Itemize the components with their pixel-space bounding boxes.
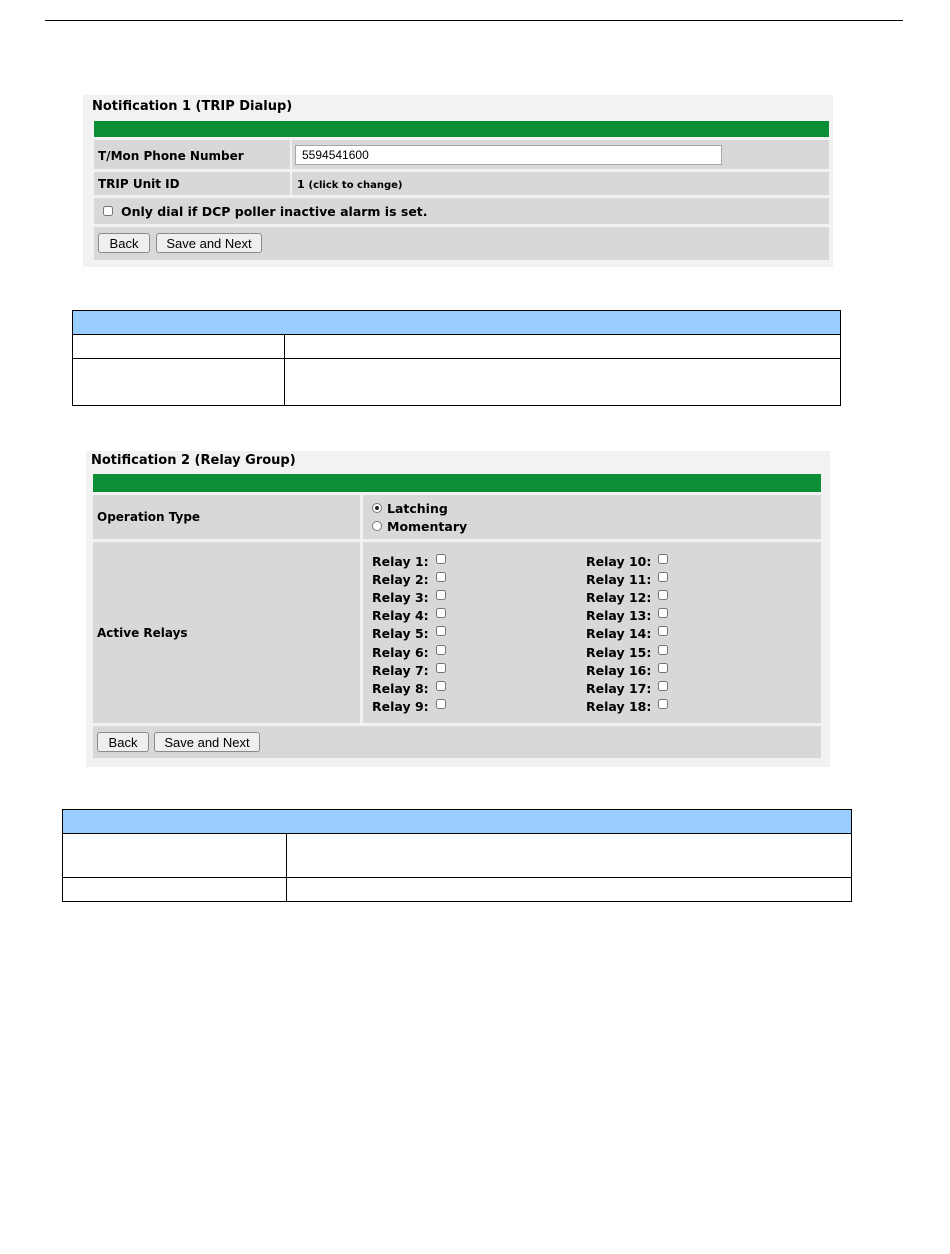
relay-2-checkbox[interactable] [436, 572, 446, 582]
save-and-next-button-2[interactable]: Save and Next [154, 732, 260, 752]
empty-table-2-row-divider [63, 877, 851, 878]
relay-3-checkbox[interactable] [436, 590, 446, 600]
operation-type-label: Operation Type [97, 510, 201, 524]
empty-table-2 [62, 809, 852, 902]
phone-row [94, 140, 829, 169]
active-relays-label: Active Relays [97, 626, 188, 640]
relay-18-checkbox[interactable] [658, 699, 668, 709]
relay-17-label: Relay 17: [586, 681, 652, 696]
relay-16-label: Relay 16: [586, 663, 652, 678]
relay-11-label: Relay 11: [586, 572, 652, 587]
notification2-title: Notification 2 (Relay Group) [91, 453, 296, 468]
save-and-next-button[interactable]: Save and Next [156, 233, 262, 253]
notification2-panel [86, 451, 830, 767]
relay-4-label: Relay 4: [372, 608, 429, 623]
trip-unit-hint[interactable]: (click to change) [308, 180, 403, 191]
relay-1-label: Relay 1: [372, 554, 429, 569]
relay-10-checkbox[interactable] [658, 554, 668, 564]
empty-table-1 [72, 310, 841, 406]
notification1-panel [83, 95, 833, 267]
relay-16-checkbox[interactable] [658, 663, 668, 673]
only-dial-row [94, 198, 829, 224]
trip-unit-value[interactable] [297, 178, 402, 191]
page-header-rule [45, 20, 903, 21]
relay-15-label: Relay 15: [586, 645, 652, 660]
relay-5-label: Relay 5: [372, 626, 429, 641]
latching-label: Latching [387, 501, 448, 516]
only-dial-checkbox[interactable] [103, 206, 113, 216]
back-button[interactable]: Back [98, 233, 150, 253]
relay-11-checkbox[interactable] [658, 572, 668, 582]
relay-2-label: Relay 2: [372, 572, 429, 587]
operation-divider [360, 495, 363, 539]
relay-10-label: Relay 10: [586, 554, 652, 569]
relay-13-label: Relay 13: [586, 608, 652, 623]
notification1-title: Notification 1 (TRIP Dialup) [92, 99, 293, 114]
notification1-header-bar [94, 121, 829, 137]
relay-9-label: Relay 9: [372, 699, 429, 714]
relay-4-checkbox[interactable] [436, 608, 446, 618]
latching-radio[interactable] [372, 503, 382, 513]
empty-table-1-col-divider [284, 335, 285, 405]
relay-9-checkbox[interactable] [436, 699, 446, 709]
relay-7-checkbox[interactable] [436, 663, 446, 673]
phone-divider [290, 140, 292, 169]
relay-12-label: Relay 12: [586, 590, 652, 605]
relay-12-checkbox[interactable] [658, 590, 668, 600]
relay-15-checkbox[interactable] [658, 645, 668, 655]
operation-type-row [93, 495, 821, 539]
back-button-2[interactable]: Back [97, 732, 149, 752]
relay-8-label: Relay 8: [372, 681, 429, 696]
relay-6-label: Relay 6: [372, 645, 429, 660]
trip-row [94, 172, 829, 195]
notification2-header-bar [93, 474, 821, 492]
only-dial-label: Only dial if DCP poller inactive alarm is set. [121, 204, 428, 219]
empty-table-2-header [63, 810, 851, 834]
momentary-label: Momentary [387, 519, 468, 534]
phone-label: T/Mon Phone Number [98, 149, 244, 163]
relay-17-checkbox[interactable] [658, 681, 668, 691]
relay-8-checkbox[interactable] [436, 681, 446, 691]
momentary-radio[interactable] [372, 521, 382, 531]
trip-divider [290, 172, 292, 195]
relay-14-checkbox[interactable] [658, 626, 668, 636]
relay-7-label: Relay 7: [372, 663, 429, 678]
relay-18-label: Relay 18: [586, 699, 652, 714]
relay-3-label: Relay 3: [372, 590, 429, 605]
relay-6-checkbox[interactable] [436, 645, 446, 655]
empty-table-2-col-divider [286, 834, 287, 901]
active-relays-row [93, 542, 821, 723]
trip-unit-label: TRIP Unit ID [98, 177, 180, 191]
empty-table-1-row-divider [73, 358, 840, 359]
phone-number-input[interactable]: 5594541600 [295, 145, 722, 165]
relay-13-checkbox[interactable] [658, 608, 668, 618]
notification2-button-row [93, 726, 821, 758]
empty-table-1-header [73, 311, 840, 335]
trip-unit-number: 1 [297, 178, 305, 191]
notification1-button-row [94, 227, 829, 260]
relay-5-checkbox[interactable] [436, 626, 446, 636]
relay-14-label: Relay 14: [586, 626, 652, 641]
relay-1-checkbox[interactable] [436, 554, 446, 564]
relays-divider [360, 542, 363, 723]
